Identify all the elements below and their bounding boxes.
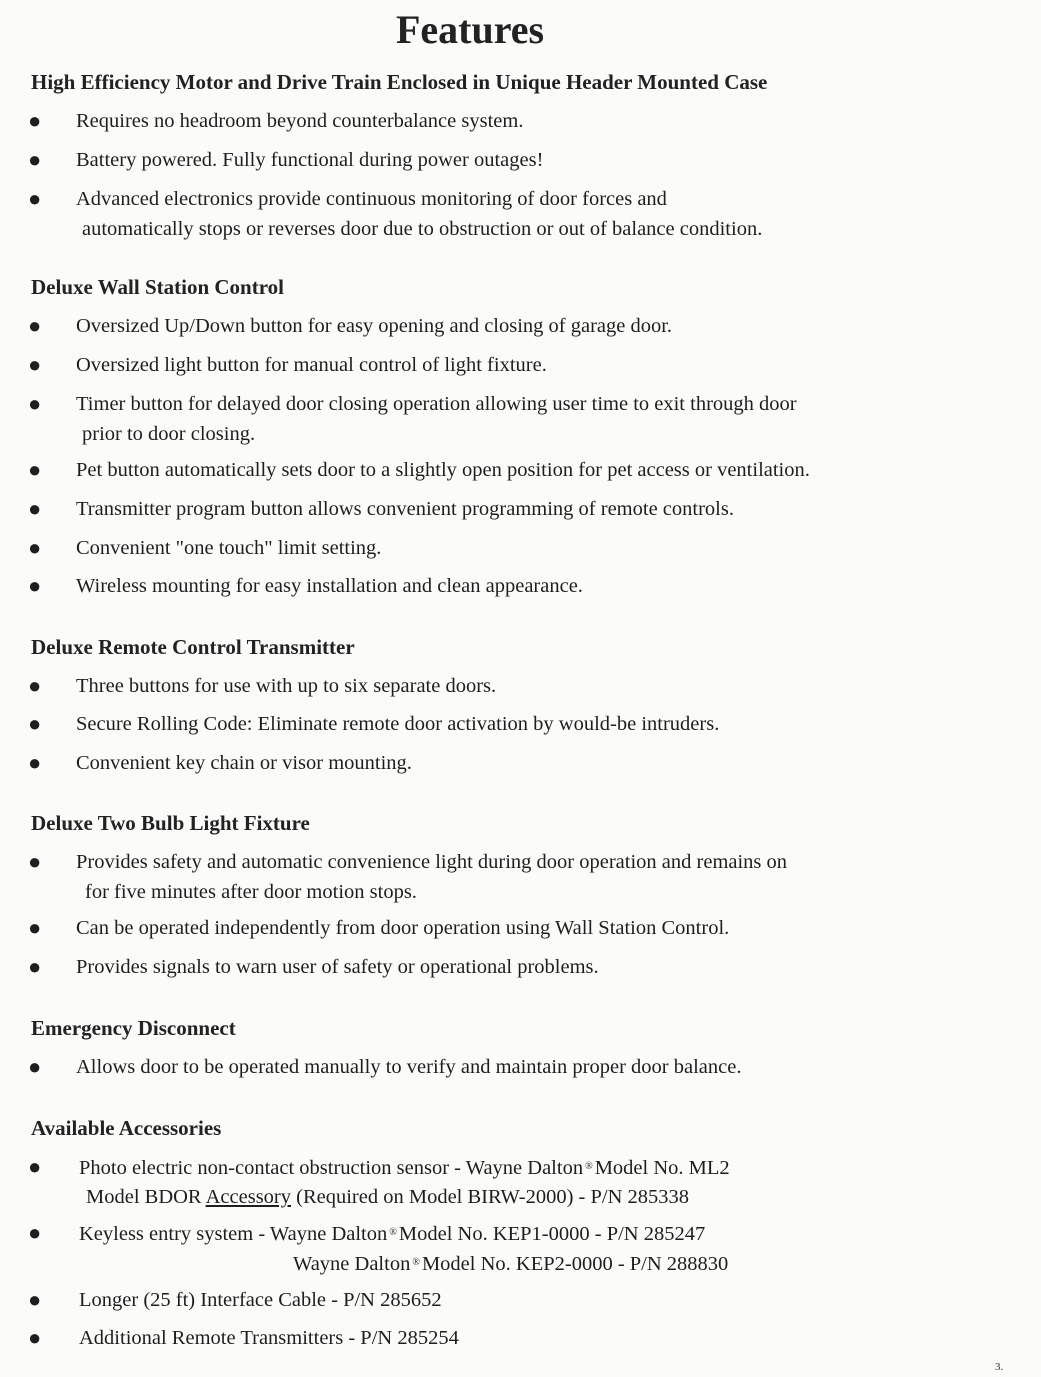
list-item: [79, 1152, 730, 1183]
list-item: Pet button automatically sets door to a slightly open position for pet access or ventilation.: [76, 459, 810, 481]
section-heading-accessories: Available Accessories: [31, 1116, 222, 1140]
list-item: Provides safety and automatic convenience light during door operation and remains on: [76, 851, 788, 873]
bullet-icon: ●: [28, 711, 42, 736]
bullet-icon: ●: [28, 313, 42, 338]
accessory-keyless-text: Keyless entry system - Wayne Dalton: [79, 1223, 388, 1245]
registered-mark: ®: [412, 1257, 420, 1268]
bullet-icon: ●: [28, 352, 42, 377]
bullet-icon: ●: [28, 1287, 42, 1312]
list-item: [79, 1218, 705, 1249]
bullet-icon: ●: [28, 496, 42, 521]
list-item: Additional Remote Transmitters - P/N 285254: [79, 1327, 459, 1349]
list-item-continuation: for five minutes after door motion stops.: [85, 881, 417, 903]
list-item-continuation: automatically stops or reverses door due to obstruction or out of balance condition.: [82, 218, 763, 240]
section-heading-motor: High Efficiency Motor and Drive Train Enclosed in Unique Header Mounted Case: [31, 70, 768, 94]
bullet-icon: ●: [28, 147, 42, 172]
list-item: Transmitter program button allows convenient programming of remote controls.: [76, 498, 734, 520]
accessory-photo-sensor-text: Photo electric non-contact obstruction sensor - Wayne Dalton: [79, 1157, 584, 1179]
bullet-icon: ●: [28, 1054, 42, 1079]
accessory-required-note: (Required on Model BIRW-2000) - P/N 285338: [296, 1186, 690, 1208]
list-item: Allows door to be operated manually to verify and maintain proper door balance.: [76, 1056, 742, 1078]
accessory-model-bdor: Model BDOR: [86, 1186, 202, 1208]
list-item: Provides signals to warn user of safety or operational problems.: [76, 956, 599, 978]
list-item: Oversized light button for manual control of light fixture.: [76, 354, 547, 376]
bullet-icon: ●: [28, 673, 42, 698]
list-item-continuation: prior to door closing.: [82, 423, 256, 445]
bullet-icon: ●: [28, 573, 42, 598]
list-item: Three buttons for use with up to six separate doors.: [76, 675, 497, 697]
list-item-continuation: [86, 1182, 689, 1212]
accessory-keyless-model-1: Model No. KEP1-0000 - P/N 285247: [398, 1223, 706, 1245]
section-heading-wall-station: Deluxe Wall Station Control: [31, 275, 284, 299]
bullet-icon: ●: [28, 1154, 42, 1179]
page-number: 3.: [995, 1361, 1004, 1373]
accessory-photo-sensor-model: Model No. ML2: [594, 1157, 730, 1179]
page-title: Features: [395, 7, 545, 52]
list-item: Battery powered. Fully functional during power outages!: [76, 149, 544, 171]
list-item: Oversized Up/Down button for easy opening and closing of garage door.: [76, 315, 673, 337]
bullet-icon: ●: [28, 849, 42, 874]
list-item: Longer (25 ft) Interface Cable - P/N 285652: [79, 1289, 442, 1311]
list-item: Wireless mounting for easy installation and clean appearance.: [76, 575, 583, 597]
list-item: Requires no headroom beyond counterbalance system.: [76, 110, 524, 132]
accessory-keyless-model-2: Model No. KEP2-0000 - P/N 288830: [421, 1253, 729, 1275]
list-item: Secure Rolling Code: Eliminate remote door activation by would-be intruders.: [76, 713, 720, 735]
bullet-icon: ●: [28, 186, 42, 211]
registered-mark: ®: [585, 1161, 593, 1172]
bullet-icon: ●: [28, 1325, 42, 1350]
list-item: Can be operated independently from door operation using Wall Station Control.: [76, 917, 730, 939]
accessory-brand: Wayne Dalton: [293, 1253, 411, 1275]
section-heading-emergency: Emergency Disconnect: [31, 1016, 236, 1040]
list-item-continuation: [293, 1248, 728, 1279]
bullet-icon: ●: [28, 915, 42, 940]
list-item: Convenient "one touch" limit setting.: [76, 537, 382, 559]
section-heading-light-fixture: Deluxe Two Bulb Light Fixture: [31, 811, 310, 835]
accessory-underlined-word: Accessory: [205, 1186, 291, 1208]
section-heading-remote: Deluxe Remote Control Transmitter: [31, 635, 355, 659]
list-item: Advanced electronics provide continuous monitoring of door forces and: [76, 188, 667, 210]
bullet-icon: ●: [28, 1220, 42, 1245]
bullet-icon: ●: [28, 750, 42, 775]
bullet-icon: ●: [28, 108, 42, 133]
list-item: Convenient key chain or visor mounting.: [76, 752, 412, 774]
bullet-icon: ●: [28, 954, 42, 979]
bullet-icon: ●: [28, 535, 42, 560]
bullet-icon: ●: [28, 457, 42, 482]
registered-mark: ®: [389, 1227, 397, 1238]
list-item: Timer button for delayed door closing operation allowing user time to exit through door: [76, 393, 797, 415]
bullet-icon: ●: [28, 391, 42, 416]
